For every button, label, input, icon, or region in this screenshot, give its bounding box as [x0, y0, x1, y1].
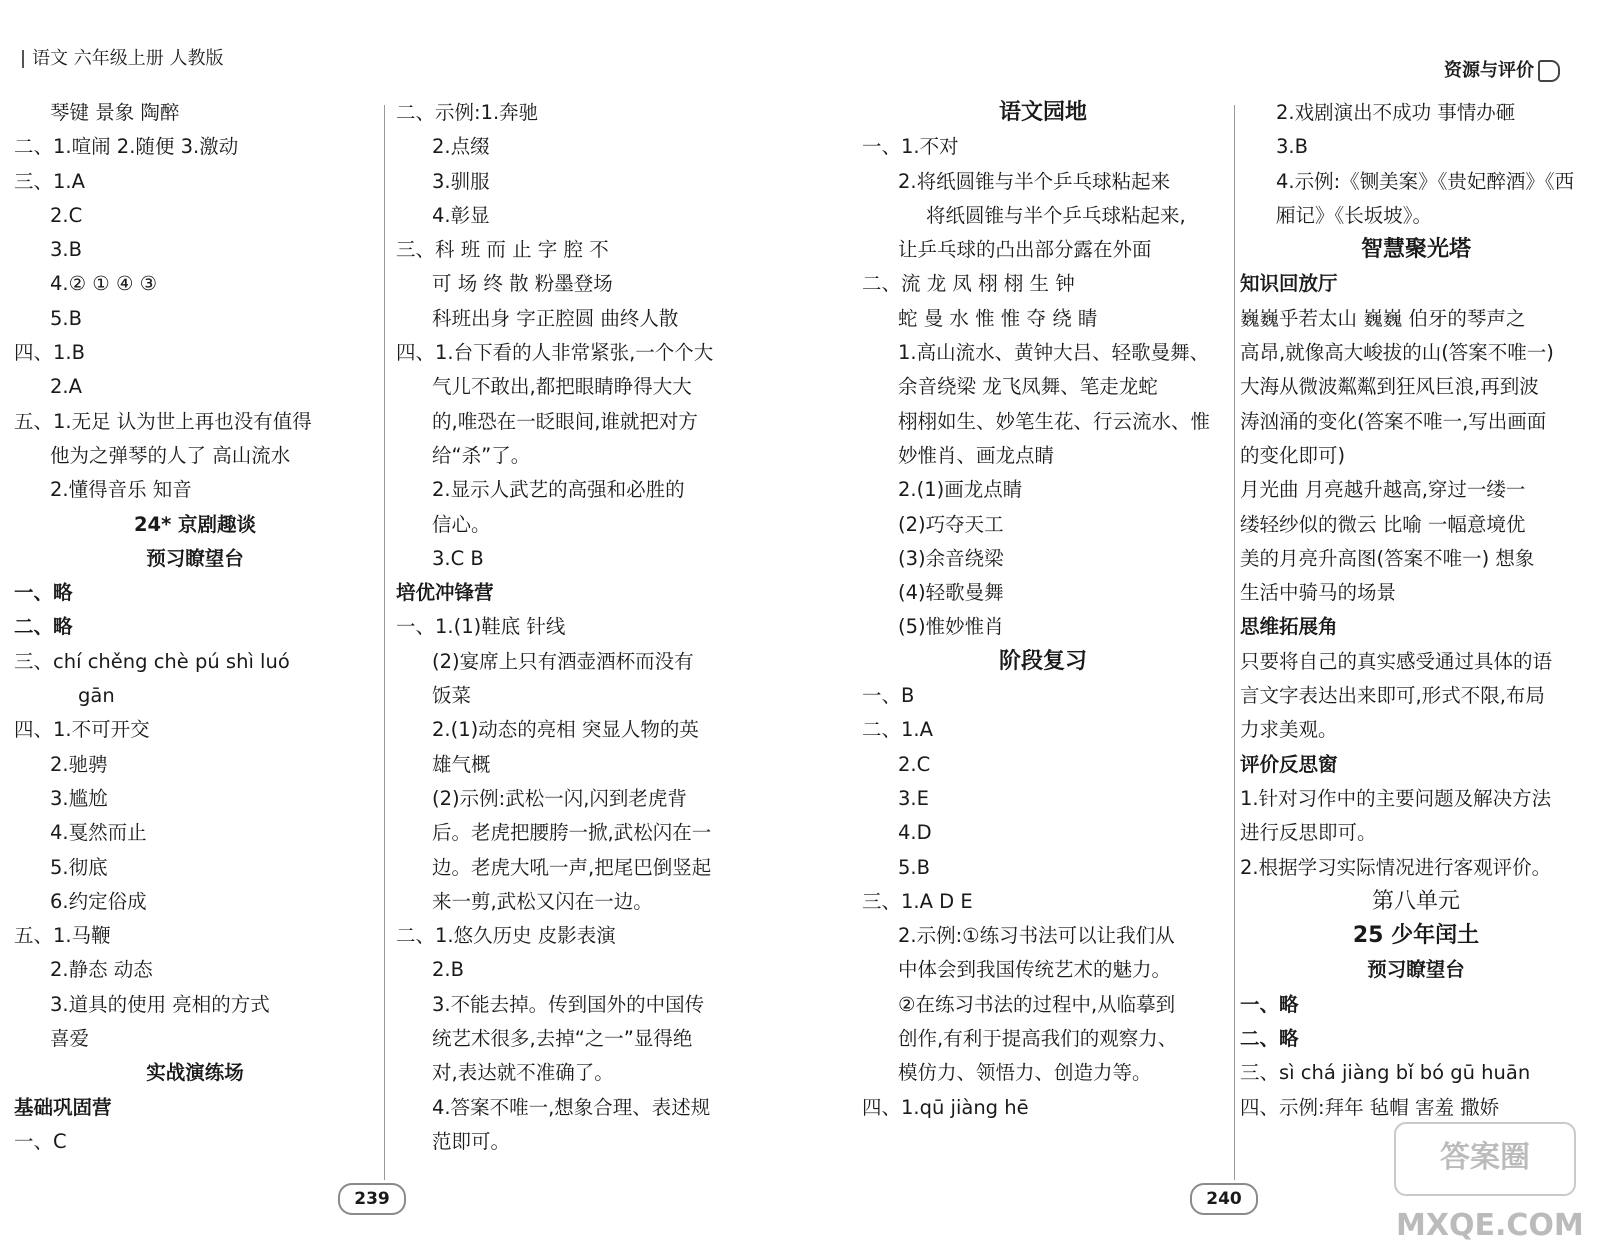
answer-line: 缕轻纱似的微云 比喻 一幅意境优 — [1240, 512, 1526, 536]
answer-line: 2.懂得音乐 知音 — [50, 478, 192, 502]
answer-line: (2)宴席上只有酒壶酒杯而没有 — [432, 649, 694, 673]
answer-line: (2)示例:武松一闪,闪到老虎背 — [432, 786, 687, 810]
series-title: 资源与评价 — [1444, 56, 1560, 82]
answer-line: 雄气概 — [432, 752, 491, 776]
answer-line: 三、1.A — [14, 169, 85, 193]
answer-line: 四、示例:拜年 毡帽 害羞 撒娇 — [1240, 1095, 1500, 1119]
answer-line: 后。老虎把腰胯一掀,武松闪在一 — [432, 821, 712, 845]
answer-line: 3.驯服 — [432, 169, 490, 193]
lamp-icon — [1538, 60, 1560, 82]
section-subtitle: 知识回放厅 — [1240, 272, 1338, 296]
answer-line: 三、科 班 而 止 字 腔 不 — [396, 238, 609, 262]
answer-line: 2.根据学习实际情况进行客观评价。 — [1240, 855, 1552, 879]
answer-line: 蛇 曼 水 惟 惟 夺 绕 睛 — [898, 306, 1098, 330]
answer-line: 饭菜 — [432, 684, 472, 708]
section-title: 实战演练场 — [146, 1061, 244, 1085]
answer-line: 力求美观。 — [1240, 718, 1338, 742]
answer-column-2 — [396, 96, 748, 1159]
answer-line: 2.点缀 — [432, 135, 490, 159]
answer-line: ②在练习书法的过程中,从临摹到 — [898, 992, 1176, 1016]
answer-line: 边。老虎大吼一声,把尾巴倒竖起 — [432, 855, 712, 879]
answer-line: 二、1.A — [862, 718, 933, 742]
answer-column-1 — [14, 96, 376, 1159]
answer-line: 4.示例:《铡美案》《贵妃醉酒》《西 — [1276, 169, 1575, 193]
answer-line: 对,表达就不准确了。 — [432, 1061, 614, 1085]
answer-line: gān — [78, 684, 115, 708]
answer-line: 巍巍乎若太山 巍巍 伯牙的琴声之 — [1240, 306, 1526, 330]
answer-line: 四、1.台下看的人非常紧张,一个个大 — [396, 341, 714, 365]
answer-line: 5.彻底 — [50, 855, 108, 879]
watermark: 答案圈 MXQE.COM — [1394, 1122, 1576, 1196]
section-title: 智慧聚光塔 — [1360, 237, 1471, 263]
section-title: 阶段复习 — [998, 648, 1087, 674]
answer-line: 模仿力、领悟力、创造力等。 — [898, 1061, 1152, 1085]
answer-line: 3.B — [1276, 135, 1308, 159]
answer-line: 3.道具的使用 亮相的方式 — [50, 992, 270, 1016]
section-subtitle: 思维拓展角 — [1240, 615, 1338, 639]
answer-line: 2.示例:①练习书法可以让我们从 — [898, 924, 1175, 948]
answer-line: 三、chí chěng chè pú shì luó — [14, 649, 290, 673]
answer-line: 将纸圆锥与半个乒乓球粘起来, — [926, 203, 1186, 227]
answer-line: 琴键 景象 陶醉 — [50, 101, 180, 124]
answer-line: 2.静态 动态 — [50, 958, 153, 982]
answer-line: 4.答案不唯一,想象合理、表述规 — [432, 1095, 711, 1119]
section-title: 语文园地 — [998, 100, 1087, 125]
answer-line: 月光曲 月亮越升越高,穿过一缕一 — [1240, 478, 1526, 502]
answer-line: 一、C — [14, 1129, 67, 1153]
answer-line: 创作,有利于提高我们的观察力、 — [898, 1027, 1178, 1051]
answer-line: 四、1.qū jiàng hē — [862, 1095, 1029, 1119]
answer-line: (2)巧夺天工 — [898, 512, 1004, 536]
section-subtitle: 培优冲锋营 — [396, 581, 494, 605]
answer-line: 统艺术很多,去掉“之一”显得绝 — [432, 1027, 693, 1051]
book-title: 语文 六年级上册 人教版 — [22, 44, 223, 70]
answer-line: 二、示例:1.奔驰 — [396, 101, 539, 124]
answer-line: 4.戛然而止 — [50, 821, 147, 845]
answer-line: 二、1.喧闹 2.随便 3.激动 — [14, 135, 239, 159]
answer-line: 4.彰显 — [432, 203, 490, 227]
answer-line: 3.E — [898, 786, 929, 810]
answer-line: 妙惟肖、画龙点睛 — [898, 443, 1055, 467]
answer-line: 3.不能去掉。传到国外的中国传 — [432, 992, 705, 1016]
lesson-title: 25 少年闰土 — [1352, 923, 1480, 949]
answer-line: 可 场 终 散 粉墨登场 — [432, 272, 613, 296]
answer-line: 给“杀”了。 — [432, 443, 531, 467]
lesson-title: 24* 京剧趣谈 — [133, 512, 257, 536]
answer-line: 6.约定俗成 — [50, 889, 147, 913]
page-number-right: 240 — [1190, 1183, 1258, 1215]
section-title: 预习瞭望台 — [146, 546, 244, 570]
answer-line: 余音绕梁 龙飞凤舞、笔走龙蛇 — [898, 375, 1158, 399]
answer-column-4 — [1240, 96, 1592, 1125]
page-number-left: 239 — [338, 1183, 406, 1215]
answer-line: 大海从微波粼粼到狂风巨浪,再到波 — [1240, 375, 1539, 399]
answer-line: 言文字表达出来即可,形式不限,布局 — [1240, 684, 1545, 708]
answer-line: 4.D — [898, 821, 932, 845]
answer-line: 栩栩如生、妙笔生花、行云流水、惟 — [898, 409, 1211, 433]
answer-line: 四、1.不可开交 — [14, 718, 150, 742]
answer-line: 美的月亮升高图(答案不唯一) 想象 — [1240, 546, 1535, 570]
answer-line: 1.针对习作中的主要问题及解决方法 — [1240, 786, 1552, 810]
answer-line: 一、1.不对 — [862, 135, 959, 159]
answer-line: 2.(1)画龙点睛 — [898, 478, 1023, 502]
answer-line: 三、1.A D E — [862, 889, 973, 913]
answer-line: 2.戏剧演出不成功 事情办砸 — [1276, 101, 1516, 124]
answer-line: 的变化即可) — [1240, 443, 1346, 467]
answer-line: 二、流 龙 凤 栩 栩 生 钟 — [862, 272, 1075, 296]
unit-title: 第八单元 — [1371, 888, 1460, 914]
answer-line: 一、略 — [1240, 992, 1299, 1016]
answer-line: 5.B — [898, 855, 930, 879]
answer-line: 2.C — [50, 203, 83, 227]
answer-column-3 — [862, 96, 1224, 1125]
answer-line: 的,唯恐在一眨眼间,谁就把对方 — [432, 409, 698, 433]
answer-line: 5.B — [50, 306, 82, 330]
answer-line: 2.C — [898, 752, 931, 776]
answer-line: 五、1.马鞭 — [14, 924, 111, 948]
answer-line: (4)轻歌曼舞 — [898, 581, 1004, 605]
answer-line: 2.显示人武艺的高强和必胜的 — [432, 478, 685, 502]
answer-line: 生活中骑马的场景 — [1240, 581, 1397, 605]
section-subtitle: 评价反思窗 — [1240, 752, 1338, 776]
answer-line: 3.B — [50, 238, 82, 262]
answer-line: 四、1.B — [14, 341, 85, 365]
answer-line: 只要将自己的真实感受通过具体的语 — [1240, 649, 1553, 673]
answer-line: 信心。 — [432, 512, 491, 536]
answer-line: 2.A — [50, 375, 82, 399]
answer-line: 科班出身 字正腔圆 曲终人散 — [432, 306, 679, 330]
answer-line: 范即可。 — [432, 1129, 511, 1153]
answer-line: 厢记》《长坂坡》。 — [1276, 203, 1433, 227]
answer-line: 喜爱 — [50, 1027, 90, 1051]
answer-line: 1.高山流水、黄钟大吕、轻歌曼舞、 — [898, 341, 1210, 365]
answer-line: 3.尴尬 — [50, 786, 108, 810]
answer-line: 2.(1)动态的亮相 突显人物的英 — [432, 718, 699, 742]
column-divider — [384, 105, 385, 1180]
answer-line: 二、1.悠久历史 皮影表演 — [396, 924, 616, 948]
section-subtitle: 基础巩固营 — [14, 1095, 112, 1119]
answer-line: 涛汹涌的变化(答案不唯一,写出画面 — [1240, 409, 1547, 433]
answer-line: (3)余音绕梁 — [898, 546, 1004, 570]
answer-line: 一、略 — [14, 581, 73, 605]
answer-line: 3.C B — [432, 546, 484, 570]
answer-line: 气儿不敢出,都把眼睛睁得大大 — [432, 375, 692, 399]
column-divider — [1234, 105, 1235, 1180]
answer-line: 二、略 — [1240, 1027, 1299, 1051]
answer-line: 中体会到我国传统艺术的魅力。 — [898, 958, 1172, 982]
answer-line: (5)惟妙惟肖 — [898, 615, 1004, 639]
answer-line: 来一剪,武松又闪在一边。 — [432, 889, 653, 913]
answer-line: 一、1.(1)鞋底 针线 — [396, 615, 566, 639]
answer-line: 让乒乓球的凸出部分露在外面 — [898, 238, 1152, 262]
answer-line: 五、1.无足 认为世上再也没有值得 — [14, 409, 312, 433]
answer-line: 三、sì chá jiàng bǐ bó gū huān — [1240, 1061, 1531, 1085]
answer-line: 一、B — [862, 684, 915, 708]
answer-line: 进行反思即可。 — [1240, 821, 1377, 845]
answer-line: 2.驰骋 — [50, 752, 108, 776]
answer-line: 4.② ① ④ ③ — [50, 272, 158, 296]
answer-line: 二、略 — [14, 615, 73, 639]
answer-line: 2.将纸圆锥与半个乒乓球粘起来 — [898, 169, 1171, 193]
answer-line: 高昂,就像高大峻拔的山(答案不唯一) — [1240, 341, 1554, 365]
answer-line: 2.B — [432, 958, 464, 982]
answer-line: 他为之弹琴的人了 高山流水 — [50, 443, 291, 467]
section-title: 预习瞭望台 — [1367, 958, 1465, 982]
